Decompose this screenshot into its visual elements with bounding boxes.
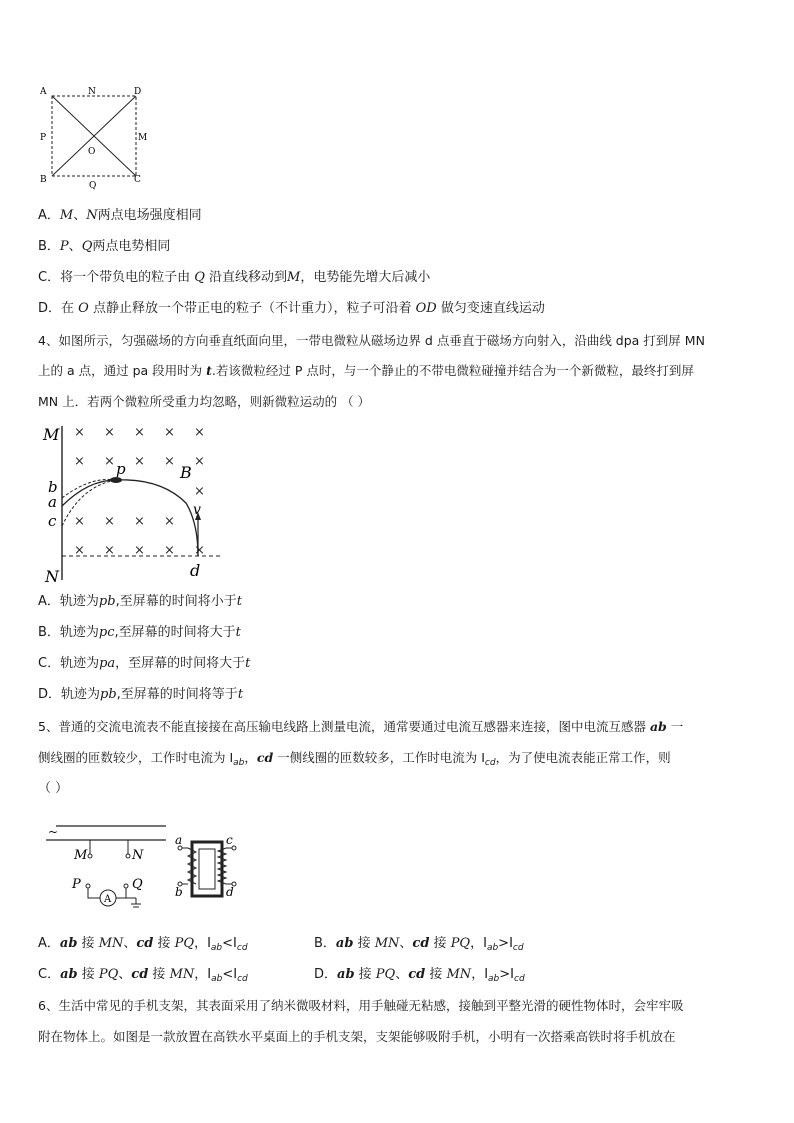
square-figure — [36, 84, 148, 190]
label-N: N — [88, 87, 96, 97]
field-cross: × — [134, 543, 145, 558]
terminal-n — [126, 854, 130, 858]
label-P: P — [40, 133, 47, 143]
q6-stem-line1: 6、生活中常见的手机支架，其表面采用了纳米微吸材料，用手触碰无粘感，接触到平整光滑的硬性物体时，会牢牢吸 — [38, 998, 684, 1013]
q5-stem-line1: 5、普通的交流电流表不能直接接在高压输电线路上测量电流，通常要通过电流互感器来连接，图中电流互感器 ab 一 — [38, 719, 684, 734]
field-cross: × — [74, 514, 85, 529]
label-O: O — [88, 147, 96, 157]
q3-option-b: B．P、Q两点电势相同 — [38, 239, 171, 254]
field-cross: × — [164, 543, 175, 558]
field-cross: × — [164, 454, 175, 469]
label-Q: Q — [89, 181, 97, 190]
q4-option-c: C．轨迹为pa，至屏幕的时间将大于t — [38, 656, 251, 671]
field-cross: × — [134, 454, 145, 469]
core-inner — [199, 849, 215, 889]
label-d: d — [226, 885, 234, 899]
field-cross: × — [164, 514, 175, 529]
field-cross: × — [74, 425, 85, 440]
label-C: C — [134, 175, 141, 185]
field-cross: × — [104, 454, 115, 469]
terminal-p — [86, 884, 90, 888]
magnetic-field-figure — [36, 418, 226, 586]
label-d: d — [190, 561, 201, 580]
field-cross: × — [164, 425, 175, 440]
terminal-m — [88, 854, 92, 858]
q5-option-c: C．ab 接 PQ、cd 接 MN，$I_{ab}<I_{cd}$ — [38, 967, 248, 984]
field-cross: × — [104, 543, 115, 558]
label-D: D — [134, 87, 142, 97]
field-cross: × — [194, 425, 205, 440]
q4-stem-line2: 上的 a 点，通过 pa 段用时为 t.若该微粒经过 P 点时，与一个静止的不带电微粒碰撞并结合为一个新微粒，最终打到屏 — [38, 363, 694, 378]
label-c: c — [226, 833, 233, 847]
transformer-figure — [40, 818, 250, 918]
field-cross: × — [104, 425, 115, 440]
label-a: a — [48, 493, 57, 511]
label-B: B — [40, 175, 47, 185]
label-Q: Q — [132, 877, 143, 892]
tilde-symbol: ~ — [48, 825, 59, 839]
label-p: p — [116, 460, 126, 478]
label-N: N — [45, 567, 59, 586]
terminal-q — [124, 884, 128, 888]
label-M: M — [138, 133, 148, 143]
wire-q — [116, 888, 126, 898]
label-c: c — [48, 512, 57, 530]
field-cross: × — [134, 514, 145, 529]
field-cross: × — [74, 454, 85, 469]
label-A: A — [40, 87, 47, 97]
label-M: M — [74, 848, 88, 863]
label-P: P — [72, 877, 81, 892]
wire-p — [88, 888, 100, 898]
field-cross: × — [194, 454, 205, 469]
q4-stem-line1: 4、如图所示，匀强磁场的方向垂直纸面向里，一带电微粒从磁场边界 d 点垂直于磁场方向射入，沿曲线 dpa 打到屏 MN — [38, 333, 705, 348]
q3-option-d: D．在 O 点静止释放一个带正电的粒子（不计重力），粒子可沿着 OD 做匀变速直线运动 — [38, 301, 545, 316]
label-N: N — [132, 848, 144, 863]
q5-option-a: A．ab 接 MN、cd 接 PQ，$I_{ab}<I_{cd}$ — [38, 936, 248, 953]
q4-option-d: D．轨迹为pb,至屏幕的时间将等于t — [38, 687, 244, 702]
q4-stem-line3: MN 上．若两个微粒所受重力均忽略，则新微粒运动的 （ ） — [38, 394, 371, 409]
label-b: b — [175, 885, 183, 899]
q5-stem-line3: （ ） — [38, 781, 69, 796]
q4-option-a: A．轨迹为pb,至屏幕的时间将小于t — [38, 594, 242, 609]
label-M: M — [43, 425, 60, 444]
q6-stem-line2: 附在物体上。如图是一款放置在高铁水平桌面上的手机支架，支架能够吸附手机，小明有一次搭乘高铁时将手机放在 — [38, 1029, 676, 1044]
q5-option-d: D．ab 接 PQ、cd 接 MN，$I_{ab}>I_{cd}$ — [314, 967, 525, 984]
q4-option-b: B．轨迹为pc,至屏幕的时间将大于t — [38, 625, 241, 640]
label-B: B — [180, 463, 192, 482]
field-cross: × — [194, 543, 205, 558]
field-cross: × — [194, 484, 205, 499]
label-b: b — [48, 478, 58, 496]
q5-stem-line2: 侧线圈的匝数较少，工作时电流为 $I_{ab}$，cd 一侧线圈的匝数较多，工作时电流为 $I_{cd}$，为了使电流表能正常工作，则 — [38, 750, 671, 768]
field-cross: × — [134, 425, 145, 440]
field-cross: × — [74, 543, 85, 558]
field-cross: × — [104, 514, 115, 529]
label-a: a — [175, 833, 183, 847]
q3-option-c: C．将一个带负电的粒子由 Q 沿直线移动到M，电势能先增大后减小 — [38, 270, 431, 285]
ammeter-label: A — [104, 894, 112, 905]
label-v: v — [193, 502, 201, 518]
q5-option-b: B．ab 接 MN、cd 接 PQ，$I_{ab}>I_{cd}$ — [314, 936, 524, 953]
q3-option-a: A．M、N两点电场强度相同 — [38, 208, 202, 223]
